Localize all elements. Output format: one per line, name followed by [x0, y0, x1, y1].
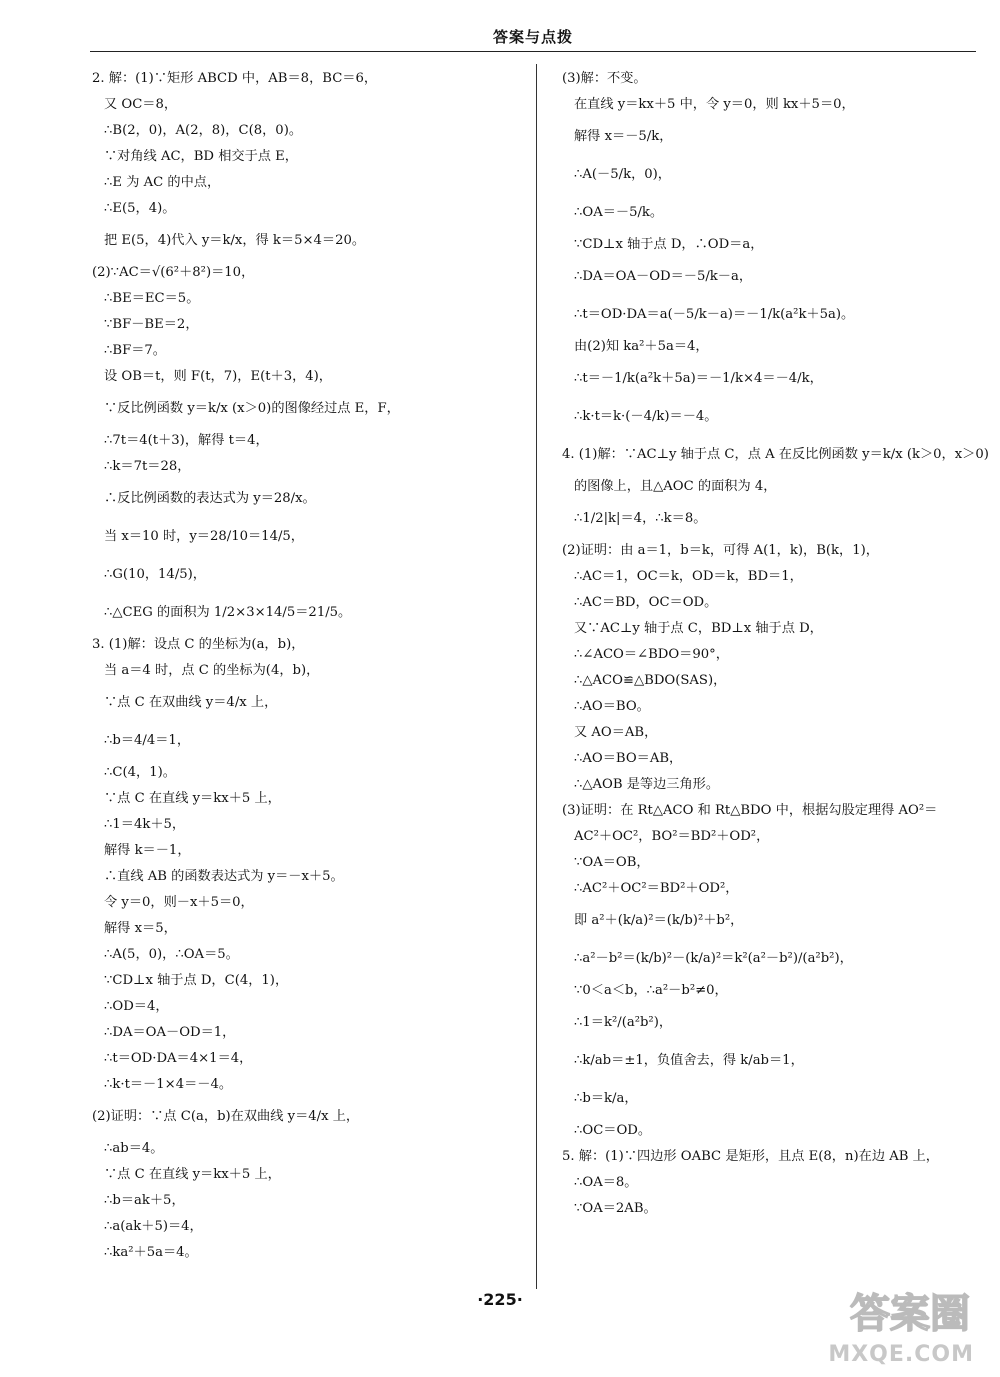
answer-line: 又 OC＝8，	[104, 97, 178, 112]
answer-line: 的图像上，且△AOC 的面积为 4，	[574, 479, 777, 494]
watermark-text: MXQE.COM	[828, 1342, 974, 1367]
answer-line: ∴B(2，0)，A(2，8)，C(8，0)。	[104, 123, 303, 138]
answer-line: ∴G(10，14/5)，	[104, 567, 206, 582]
answer-line: 解得 k＝－1，	[104, 843, 191, 858]
answer-line: ∴△CEG 的面积为 1/2×3×14/5＝21/5。	[104, 605, 352, 620]
answer-line: ∴k＝7t＝28，	[104, 459, 191, 474]
answer-line: ∴BE＝EC＝5。	[104, 291, 200, 306]
answer-line: 解得 x＝5，	[104, 921, 177, 936]
answer-line: 由(2)知 ka²＋5a＝4，	[574, 339, 709, 354]
answer-line: ∵对角线 AC，BD 相交于点 E，	[104, 149, 298, 164]
page-header: 答案与点拨	[492, 28, 573, 46]
answer-line: 又 AO＝AB，	[574, 725, 658, 740]
answer-line: ∴DA＝OA－OD＝1，	[104, 1025, 236, 1040]
left-column	[92, 66, 528, 1266]
answer-line: ∴1＝k²/(a²b²)，	[574, 1015, 673, 1030]
answer-line: ∴OA＝8。	[574, 1175, 638, 1190]
answer-line: ∴t＝OD·DA＝a(－5/k－a)＝－1/k(a²k＋5a)。	[574, 307, 855, 322]
answer-line: ∴1＝4k＋5，	[104, 817, 186, 832]
watermark-logo: 答案圈	[850, 1291, 970, 1337]
answer-line: ∴AO＝BO。	[574, 699, 650, 714]
answer-line: ∴AO＝BO＝AB，	[574, 751, 683, 766]
answer-line: ∴k/ab＝±1，负值舍去，得 k/ab＝1，	[574, 1053, 804, 1068]
answer-line: ∴t＝－1/k(a²k＋5a)＝－1/k×4＝－4/k，	[574, 371, 823, 386]
answer-line: 当 a＝4 时，点 C 的坐标为(4，b)，	[104, 663, 320, 678]
answer-line: 又∵AC⊥y 轴于点 C，BD⊥x 轴于点 D，	[574, 621, 823, 636]
answer-line: ∴A(5，0)，∴OA＝5。	[104, 947, 239, 962]
answer-line: ∴E(5，4)。	[104, 201, 176, 216]
answer-line: ∵BF－BE＝2，	[104, 317, 199, 332]
answer-line: ∴OA＝－5/k。	[574, 205, 664, 220]
answer-line: ∴△AOB 是等边三角形。	[574, 777, 720, 792]
answer-line: 当 x＝10 时，y＝28/10＝14/5，	[104, 529, 304, 544]
answer-line: (2)证明：∵点 C(a，b)在双曲线 y＝4/x 上，	[92, 1109, 360, 1124]
answer-line: AC²＋OC²，BO²＝BD²＋OD²，	[574, 829, 770, 844]
answer-line: 5. 解：(1)∵四边形 OABC 是矩形，且点 E(8，n)在边 AB 上，	[562, 1149, 939, 1164]
answer-line: 在直线 y＝kx＋5 中，令 y＝0，则 kx＋5＝0，	[574, 97, 855, 112]
answer-line: ∴△ACO≌△BDO(SAS)，	[574, 673, 727, 688]
answer-line: ∴BF＝7。	[104, 343, 166, 358]
answer-line: ∴a²－b²＝(k/b)²－(k/a)²＝k²(a²－b²)/(a²b²)，	[574, 951, 853, 966]
answer-line: ∵CD⊥x 轴于点 D，C(4，1)，	[104, 973, 289, 988]
answer-line: ∴OD＝4，	[104, 999, 169, 1014]
answer-line: ∴b＝4/4＝1，	[104, 733, 191, 748]
answer-line: 令 y＝0，则－x＋5＝0，	[104, 895, 254, 910]
column-divider	[536, 64, 537, 1289]
answer-line: ∴AC＝BD，OC＝OD。	[574, 595, 718, 610]
answer-line: ∴7t＝4(t＋3)，解得 t＝4，	[104, 433, 269, 448]
page-number: ·225·	[477, 1290, 523, 1309]
answer-line: 解得 x＝－5/k，	[574, 129, 673, 144]
answer-line: ∵反比例函数 y＝k/x (x＞0)的图像经过点 E，F，	[104, 401, 400, 416]
answer-line: (2)∵AC＝√(6²＋8²)＝10，	[92, 265, 255, 280]
answer-line: 设 OB＝t，则 F(t，7)，E(t＋3，4)，	[104, 369, 332, 384]
answer-line: ∴OC＝OD。	[574, 1123, 652, 1138]
right-column	[562, 66, 989, 1222]
answer-line: 把 E(5，4)代入 y＝k/x，得 k＝5×4＝20。	[104, 233, 366, 248]
answer-line: ∴b＝ak＋5，	[104, 1193, 185, 1208]
answer-line: ∵CD⊥x 轴于点 D，∴OD＝a，	[574, 237, 764, 252]
answer-line: ∵OA＝OB，	[574, 855, 650, 870]
answer-line: ∴A(－5/k，0)，	[574, 167, 671, 182]
answer-line: ∴∠ACO＝∠BDO＝90°，	[574, 647, 729, 662]
header-rule	[90, 51, 976, 52]
answer-line: ∴ka²＋5a＝4。	[104, 1245, 198, 1260]
answer-line: ∴E 为 AC 的中点，	[104, 175, 221, 190]
answer-line: ∴a(ak＋5)＝4，	[104, 1219, 203, 1234]
answer-line: (3)证明：在 Rt△ACO 和 Rt△BDO 中，根据勾股定理得 AO²＝	[562, 803, 938, 818]
answer-line: ∴t＝OD·DA＝4×1＝4，	[104, 1051, 253, 1066]
answer-line: ∴k·t＝k·(－4/k)＝－4。	[574, 409, 718, 424]
answer-line: ∴反比例函数的表达式为 y＝28/x。	[104, 491, 316, 506]
answer-line: ∴ab＝4。	[104, 1141, 164, 1156]
answer-line: ∴1/2|k|＝4，∴k＝8。	[574, 511, 707, 526]
answer-line: ∵0＜a＜b，∴a²－b²≠0，	[574, 983, 728, 998]
answer-line: 3. (1)解：设点 C 的坐标为(a，b)，	[92, 637, 305, 652]
answer-line: ∵点 C 在双曲线 y＝4/x 上，	[104, 695, 278, 710]
answer-line: ∵点 C 在直线 y＝kx＋5 上，	[104, 791, 281, 806]
answer-line: ∴直线 AB 的函数表达式为 y＝－x＋5。	[104, 869, 344, 884]
answer-line: 2. 解：(1)∵矩形 ABCD 中，AB＝8，BC＝6，	[92, 71, 378, 86]
answer-line: ∴b＝k/a，	[574, 1091, 638, 1106]
answer-line: ∵点 C 在直线 y＝kx＋5 上，	[104, 1167, 281, 1182]
answer-line: ∴k·t＝－1×4＝－4。	[104, 1077, 233, 1092]
answer-line: ∴C(4，1)。	[104, 765, 176, 780]
answer-line: ∵OA＝2AB。	[574, 1201, 657, 1216]
answer-line: 即 a²＋(k/a)²＝(k/b)²＋b²，	[574, 913, 744, 928]
answer-line: 4. (1)解：∵AC⊥y 轴于点 C，点 A 在反比例函数 y＝k/x (k＞0，x＞0)	[562, 447, 989, 462]
answer-line: ∴AC²＋OC²＝BD²＋OD²，	[574, 881, 739, 896]
answer-line: ∴DA＝OA－OD＝－5/k－a，	[574, 269, 753, 284]
answer-line: ∴AC＝1，OC＝k，OD＝k，BD＝1，	[574, 569, 803, 584]
answer-line: (2)证明：由 a＝1，b＝k，可得 A(1，k)，B(k，1)，	[562, 543, 879, 558]
answer-line: (3)解：不变。	[562, 71, 647, 86]
